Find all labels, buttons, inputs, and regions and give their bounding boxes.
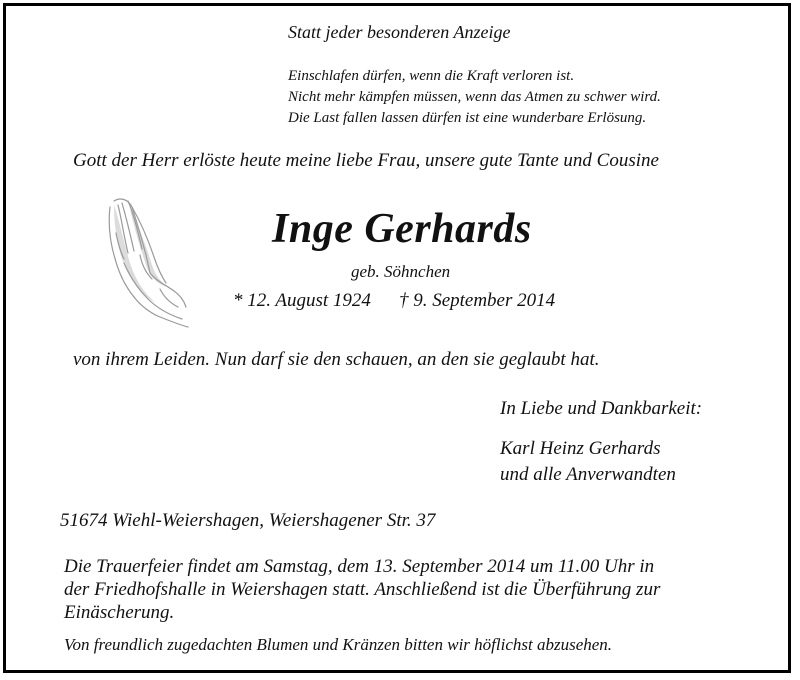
address: 51674 Wiehl-Weiershagen, Weiershagener Str. 37 — [60, 510, 436, 531]
signers — [500, 436, 676, 488]
faith-sentence: von ihrem Leiden. Nun darf sie den schauen, an den sie geglaubt hat. — [73, 349, 600, 370]
life-dates — [233, 290, 555, 312]
intro-line: Statt jeder besonderen Anzeige — [288, 22, 511, 42]
poem-line: Einschlafen dürfen, wenn die Kraft verloren ist. — [288, 68, 575, 84]
funeral-info — [64, 555, 660, 624]
funeral-line: Die Trauerfeier findet am Samstag, dem 13. September 2014 um 11.00 Uhr in — [64, 556, 655, 577]
birth-date: * 12. August 1924 — [233, 290, 371, 311]
funeral-line: der Friedhofshalle in Weiershagen statt. Anschließend ist die Überführung zur — [64, 579, 661, 600]
poem-line: Die Last fallen lassen dürfen ist eine wunderbare Erlösung. — [288, 110, 647, 126]
poem — [288, 66, 661, 129]
deceased-name: Inge Gerhards — [272, 206, 532, 252]
death-date: † 9. September 2014 — [398, 290, 556, 311]
signer-name: und alle Anverwandten — [500, 464, 676, 485]
signer-name: Karl Heinz Gerhards — [500, 438, 661, 459]
lead-text: Gott der Herr erlöste heute meine liebe Frau, unsere gute Tante und Cousine — [73, 150, 659, 171]
praying-hands-icon — [100, 193, 192, 333]
poem-line: Nicht mehr kämpfen müssen, wenn das Atmen zu schwer wird. — [288, 89, 661, 105]
maiden-name: geb. Söhnchen — [351, 262, 451, 281]
thanks-line: In Liebe und Dankbarkeit: — [500, 398, 703, 419]
funeral-line: Einäscherung. — [64, 602, 175, 623]
flowers-note: Von freundlich zugedachten Blumen und Kränzen bitten wir höflichst abzusehen. — [64, 635, 613, 654]
